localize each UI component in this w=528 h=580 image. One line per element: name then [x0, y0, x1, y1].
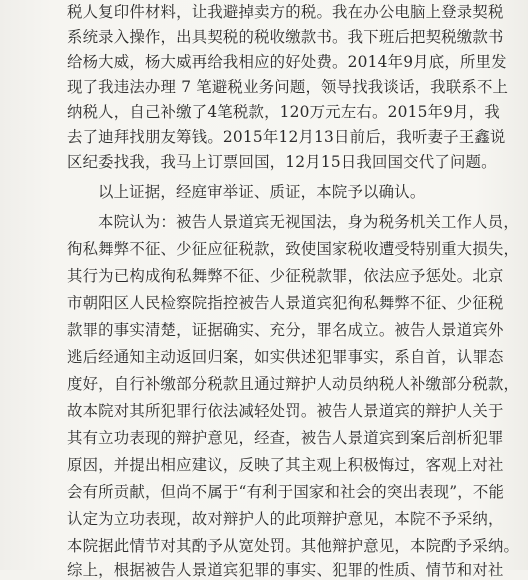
text-line: 故本院对其所犯罪行依法减轻处罚。被告人景道宾的辩护人关于	[67, 402, 504, 420]
text-line: 区纪委找我，我马上订票回国，12月15日我回国交代了问题。	[67, 153, 497, 171]
text-line: 去了迪拜找朋友筹钱。2015年12月13日前后，我听妻子王鑫说	[67, 128, 506, 146]
text-line: 现了我违法办理 7 笔避税业务问题，领导找我谈话，我联系不上	[67, 78, 509, 96]
text-line: 逃后经通知主动返回归案，如实供述犯罪事实，系自首，认罪态	[67, 348, 504, 366]
text-line: 税人复印件材料，让我避掉卖方的税。我在办公电脑上登录契税	[67, 3, 504, 21]
text-line: 款罪的事实清楚，证据确实、充分，罪名成立。被告人景道宾外	[67, 321, 504, 339]
text-line: 市朝阳区人民检察院指控被告人景道宾犯徇私舞弊不征、少征税	[67, 294, 504, 312]
paragraph-first-line: 本院认为：被告人景道宾无视国法，身为税务机关工作人员，	[98, 213, 519, 231]
text-line: 系统录入操作，出具契税的税收缴款书。我下班后把契税缴款书	[67, 28, 504, 46]
paragraph-first-line: 以上证据，经庭审举证、质证，本院予以确认。	[98, 183, 426, 201]
text-line: 度好，自行补缴部分税款且通过辩护人动员纳税人补缴部分税款，	[67, 375, 520, 393]
text-line: 原因，并提出相应建议，反映了其主观上积极悔过，客观上对社	[67, 456, 504, 474]
text-line: 纳税人，自己补缴了4笔税款，120万元左右。2015年9月，我	[67, 103, 500, 121]
text-line: 本院据此情节对其酌予从宽处罚。其他辩护意见，本院酌予采纳。	[67, 537, 520, 555]
text-line: 其行为已构成徇私舞弊不征、少征税款罪，依法应予惩处。北京	[67, 267, 504, 285]
text-line: 会有所贡献，但尚不属于“有利于国家和社会的突出表现”，不能	[67, 483, 505, 501]
text-line: 认定为立功表现，故对辩护人的此项辩护意见，本院不予采纳，	[67, 510, 504, 528]
text-line: 给杨大威，杨大威再给我相应的好处费。2014年9月底，所里发	[67, 53, 507, 71]
text-line: 其有立功表现的辩护意见，经查，被告人景道宾到案后剖析犯罪	[67, 429, 504, 447]
text-line: 综上，根据被告人景道宾犯罪的事实、犯罪的性质、情节和对社	[67, 561, 504, 579]
text-line: 徇私舞弊不征、少征应征税款，致使国家税收遭受特别重大损失，	[67, 240, 520, 258]
